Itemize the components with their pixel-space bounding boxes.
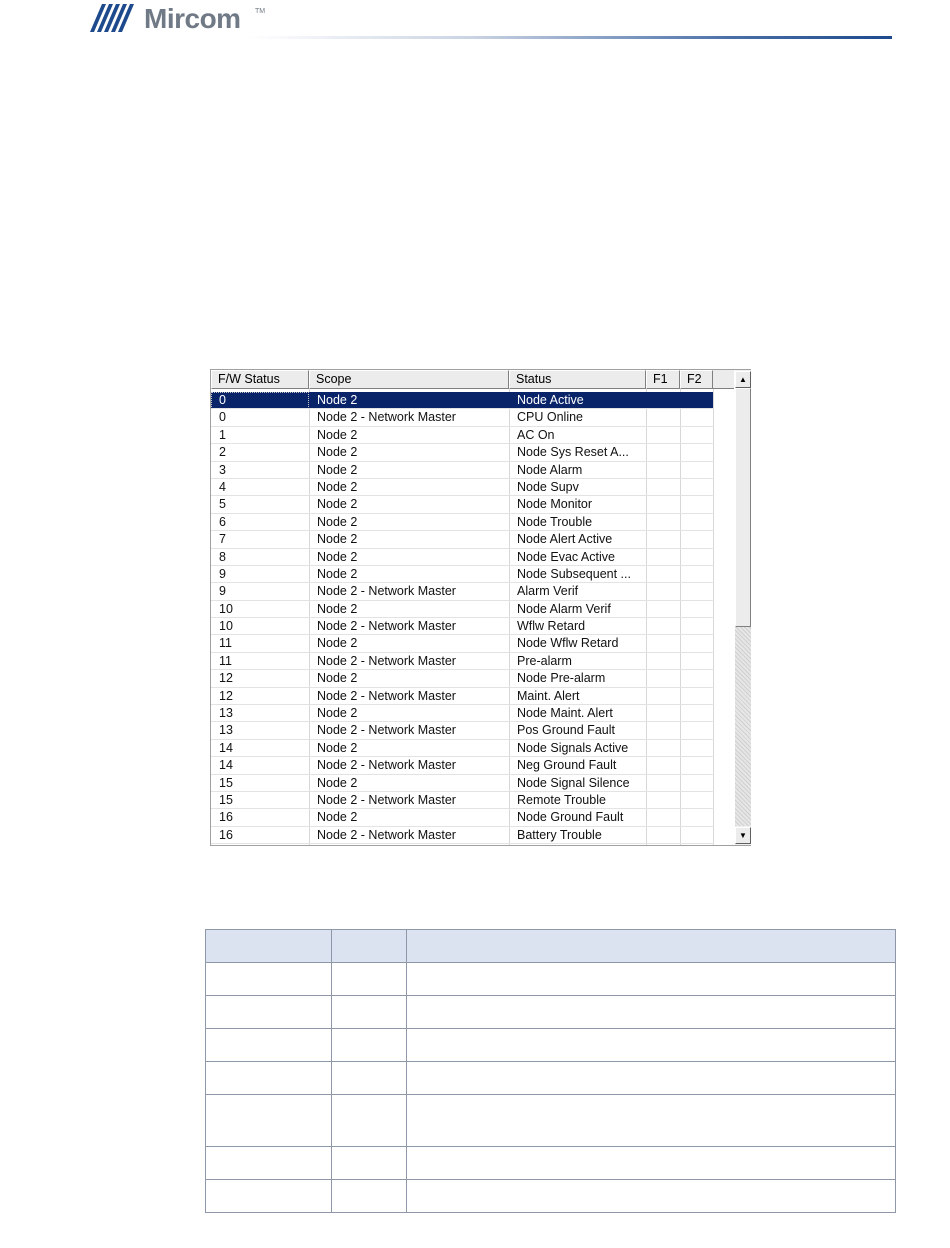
cell-f1: [646, 531, 680, 548]
cell-scope: Node 2 - Network Master: [317, 827, 456, 842]
cell-fw-status: 9: [219, 584, 226, 599]
cell-fw-status: 6: [219, 514, 226, 529]
cell-fw-status: 14: [219, 758, 233, 773]
cell-f2: [680, 775, 713, 792]
table-row[interactable]: [211, 757, 734, 774]
cell-f2: [680, 549, 713, 566]
cell-f1: [646, 688, 680, 705]
cell-f2: [680, 827, 713, 844]
cell-scope: Node 2: [317, 566, 358, 581]
vertical-scrollbar[interactable]: [735, 370, 751, 845]
cell-f1: [646, 601, 680, 618]
status-list-view[interactable]: [210, 369, 751, 846]
table-row: [206, 1029, 896, 1062]
table-row: [206, 1180, 896, 1213]
cell-f1: [646, 740, 680, 757]
table-cell: [206, 963, 332, 996]
table-cell: [206, 1147, 332, 1180]
cell-status: Node Active: [509, 392, 646, 409]
cell-status: Node Signals Active: [517, 740, 629, 755]
table-row[interactable]: [211, 427, 734, 444]
cell-fw-status: 5: [219, 497, 226, 512]
cell-f1: [646, 479, 680, 496]
cell-f1: [646, 635, 680, 652]
cell-status: Node Supv: [517, 479, 579, 494]
cell-fw-status: 8: [219, 549, 226, 564]
column-header-f1[interactable]: F1: [646, 370, 680, 389]
table-row[interactable]: [211, 809, 734, 826]
scrollbar-track[interactable]: [735, 627, 751, 826]
reference-table: [205, 929, 896, 1213]
list-body: [211, 392, 734, 844]
cell-fw-status: 10: [219, 619, 233, 634]
cell-f1: [646, 809, 680, 826]
cell-status: Node Monitor: [517, 497, 593, 512]
cell-fw-status: 11: [219, 636, 232, 651]
cell-f2: [680, 531, 713, 548]
header-divider: [248, 36, 892, 39]
cell-f1: [646, 496, 680, 513]
cell-f2: [680, 479, 713, 496]
cell-status: Node Maint. Alert: [517, 706, 613, 721]
cell-f1: [646, 775, 680, 792]
cell-status: Neg Ground Fault: [517, 758, 617, 773]
cell-f2: [680, 427, 713, 444]
table-cell: [407, 1095, 896, 1147]
cell-fw-status: 10: [219, 601, 233, 616]
cell-fw-status: 0: [219, 410, 226, 425]
scrollbar-thumb[interactable]: [735, 388, 751, 627]
table-row[interactable]: [211, 549, 734, 566]
cell-status: Node Subsequent ...: [517, 566, 631, 581]
column-header-filler: [713, 370, 734, 389]
cell-scope: Node 2 - Network Master: [317, 410, 456, 425]
table-row: [206, 1095, 896, 1147]
cell-fw-status: 12: [219, 688, 233, 703]
table-cell: [206, 1029, 332, 1062]
cell-scope: Node 2: [317, 636, 358, 651]
cell-status: Node Signal Silence: [517, 775, 630, 790]
cell-f1: [646, 514, 680, 531]
table-cell: [407, 996, 896, 1029]
table-row: [206, 996, 896, 1029]
cell-scope: Node 2: [317, 427, 358, 442]
cell-fw-status: 16: [219, 827, 233, 842]
trademark-mark: TM: [255, 8, 266, 15]
cell-status: Node Pre-alarm: [517, 671, 606, 686]
cell-f1: [646, 618, 680, 635]
column-header-fw-status[interactable]: F/W Status: [211, 370, 309, 389]
cell-fw-status: 16: [219, 810, 233, 825]
table-cell: [332, 1095, 407, 1147]
cell-f2: [680, 409, 713, 426]
table-row[interactable]: [211, 444, 734, 461]
table-cell: [332, 1147, 407, 1180]
cell-scope: Node 2: [317, 601, 358, 616]
cell-f2: [680, 809, 713, 826]
table-header-row: [206, 930, 896, 963]
brand-name: Mircom: [144, 3, 241, 34]
cell-f2: [680, 514, 713, 531]
table-row[interactable]: [211, 479, 734, 496]
column-header-scope[interactable]: Scope: [309, 370, 509, 389]
table-cell: [332, 1062, 407, 1095]
cell-scope: Node 2: [317, 810, 358, 825]
table-row[interactable]: [211, 462, 734, 479]
table-row[interactable]: [211, 566, 734, 583]
cell-f2: [680, 601, 713, 618]
table-cell: [332, 996, 407, 1029]
cell-fw-status: 12: [219, 671, 233, 686]
table-row: [206, 963, 896, 996]
table-row[interactable]: [211, 688, 734, 705]
cell-f1: [646, 392, 680, 409]
arrow-up-icon[interactable]: ▲: [735, 371, 751, 388]
cell-f2: [680, 635, 713, 652]
table-cell: [332, 1029, 407, 1062]
cell-status: CPU Online: [517, 410, 583, 425]
cell-f1: [646, 722, 680, 739]
table-row[interactable]: [211, 670, 734, 687]
table-row[interactable]: [211, 514, 734, 531]
table-row[interactable]: [211, 618, 734, 635]
cell-fw-status: 0: [211, 392, 309, 409]
table-cell: [407, 1029, 896, 1062]
table-cell: [407, 1147, 896, 1180]
cell-status: AC On: [517, 427, 555, 442]
table-cell: [407, 1062, 896, 1095]
cell-scope: Node 2: [317, 671, 358, 686]
table-cell: [332, 1180, 407, 1213]
table-cell: [332, 963, 407, 996]
cell-status: Node Sys Reset A...: [517, 445, 629, 460]
cell-f1: [646, 583, 680, 600]
cell-f2: [680, 462, 713, 479]
table-cell: [206, 1180, 332, 1213]
cell-f1: [646, 549, 680, 566]
table-header-cell: [407, 930, 896, 963]
cell-status: Node Trouble: [517, 514, 593, 529]
cell-f2: [680, 722, 713, 739]
table-cell: [407, 963, 896, 996]
cell-f2: [680, 583, 713, 600]
cell-scope: Node 2 - Network Master: [317, 792, 456, 807]
table-row[interactable]: [211, 792, 734, 809]
cell-status: Node Alarm Verif: [517, 601, 611, 616]
cell-f1: [646, 409, 680, 426]
table-row[interactable]: [211, 740, 734, 757]
cell-f2: [680, 496, 713, 513]
cell-scope: Node 2 - Network Master: [317, 584, 456, 599]
cell-f2: [680, 444, 713, 461]
cell-scope: Node 2 - Network Master: [317, 619, 456, 634]
table-row: [206, 1062, 896, 1095]
cell-f1: [646, 757, 680, 774]
cell-fw-status: 11: [219, 653, 232, 668]
table-row[interactable]: [211, 583, 734, 600]
cell-f1: [646, 653, 680, 670]
cell-scope: Node 2: [317, 706, 358, 721]
cell-scope: Node 2: [317, 532, 358, 547]
cell-status: Node Evac Active: [517, 549, 615, 564]
cell-f2: [680, 792, 713, 809]
cell-scope: Node 2 - Network Master: [317, 723, 456, 738]
cell-f2: [680, 740, 713, 757]
cell-fw-status: 15: [219, 792, 233, 807]
cell-f1: [646, 566, 680, 583]
cell-status: Node Ground Fault: [517, 810, 624, 825]
table-row[interactable]: [211, 653, 734, 670]
cell-f1: [646, 670, 680, 687]
cell-status: Node Alarm: [517, 462, 583, 477]
table-cell: [206, 1062, 332, 1095]
table-cell: [407, 1180, 896, 1213]
cell-fw-status: 15: [219, 775, 233, 790]
cell-fw-status: 7: [219, 532, 226, 547]
table-row[interactable]: [211, 705, 734, 722]
cell-status: Battery Trouble: [517, 827, 602, 842]
cell-fw-status: 4: [219, 479, 226, 494]
cell-scope: Node 2: [309, 392, 509, 409]
cell-fw-status: 2: [219, 445, 226, 460]
cell-f2: [680, 392, 713, 409]
cell-f2: [680, 618, 713, 635]
table-row[interactable]: [211, 392, 734, 409]
cell-f1: [646, 462, 680, 479]
cell-fw-status: 13: [219, 723, 233, 738]
cell-f1: [646, 827, 680, 844]
cell-status: Wflw Retard: [517, 619, 586, 634]
cell-fw-status: 13: [219, 706, 233, 721]
cell-scope: Node 2: [317, 462, 358, 477]
cell-fw-status: 9: [219, 566, 226, 581]
column-header-status[interactable]: Status: [509, 370, 646, 389]
cell-scope: Node 2 - Network Master: [317, 758, 456, 773]
cell-f2: [680, 688, 713, 705]
page-header: [88, 0, 892, 42]
table-row[interactable]: [211, 496, 734, 513]
cell-status: Pre-alarm: [517, 653, 572, 668]
table-row[interactable]: [211, 722, 734, 739]
cell-status: Node Alert Active: [517, 532, 613, 547]
cell-scope: Node 2: [317, 549, 358, 564]
table-row[interactable]: [211, 775, 734, 792]
cell-fw-status: 14: [219, 740, 233, 755]
table-row[interactable]: [211, 531, 734, 548]
cell-fw-status: 3: [219, 462, 226, 477]
cell-status: Remote Trouble: [517, 792, 606, 807]
cell-status: Node Wflw Retard: [517, 636, 619, 651]
cell-scope: Node 2: [317, 775, 358, 790]
cell-scope: Node 2: [317, 740, 358, 755]
list-header: [211, 370, 734, 389]
cell-status: Maint. Alert: [517, 688, 580, 703]
cell-fw-status: 1: [219, 427, 226, 442]
arrow-down-icon[interactable]: ▼: [735, 827, 751, 844]
cell-status: Pos Ground Fault: [517, 723, 615, 738]
column-header-f2[interactable]: F2: [680, 370, 713, 389]
cell-scope: Node 2 - Network Master: [317, 653, 456, 668]
table-row: [206, 1147, 896, 1180]
cell-scope: Node 2: [317, 445, 358, 460]
cell-scope: Node 2: [317, 497, 358, 512]
table-header-cell: [332, 930, 407, 963]
table-cell: [206, 996, 332, 1029]
cell-scope: Node 2 - Network Master: [317, 688, 456, 703]
table-row[interactable]: [211, 601, 734, 618]
cell-f1: [646, 705, 680, 722]
cell-f1: [646, 792, 680, 809]
cell-f2: [680, 705, 713, 722]
table-row[interactable]: [211, 409, 734, 426]
table-cell: [206, 1095, 332, 1147]
cell-f2: [680, 566, 713, 583]
cell-scope: Node 2: [317, 479, 358, 494]
table-row[interactable]: [211, 827, 734, 844]
cell-scope: Node 2: [317, 514, 358, 529]
table-header-cell: [206, 930, 332, 963]
cell-f2: [680, 670, 713, 687]
table-row[interactable]: [211, 635, 734, 652]
cell-f1: [646, 444, 680, 461]
cell-status: Alarm Verif: [517, 584, 579, 599]
cell-f1: [646, 427, 680, 444]
cell-f2: [680, 757, 713, 774]
cell-f2: [680, 653, 713, 670]
mircom-logo-icon: [88, 2, 138, 34]
